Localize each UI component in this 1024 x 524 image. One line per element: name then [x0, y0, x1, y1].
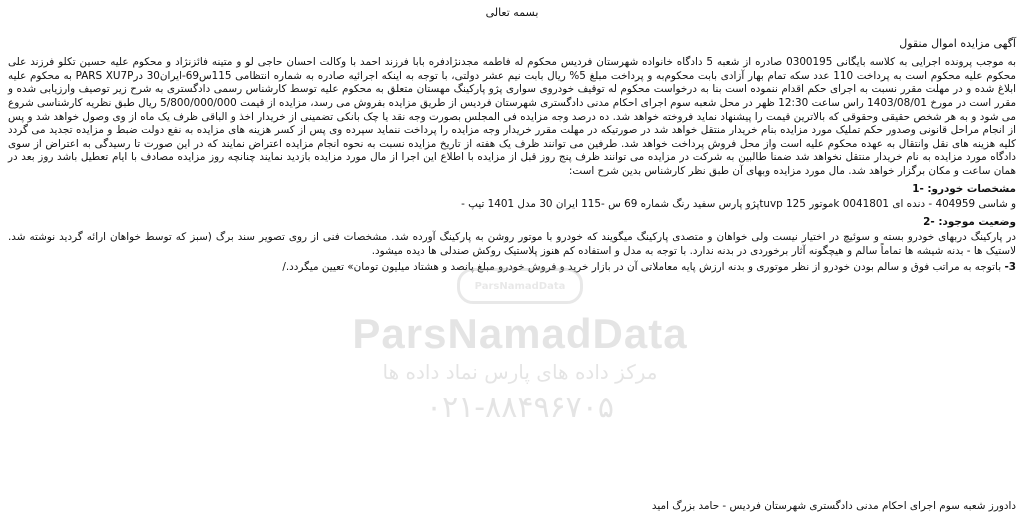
- section-text-current-status: در پارکینگ دربهای خودرو بسته و سوئیچ در اختیار نیست ولی خواهان و متصدی پارکینگ میگویند که خودرو با موتور روشن به پارکینگ آورده شد. مشخصات فنی از روی تصویر سند برگ (سبز که توسط خواهان ارائه گردید نوشته شد. لاستیک ها - بدنه شیشه ها تماماً سالم و هیچگونه آثار برخوردی در بدنه ندارد. با توجه به مدل و استفاده کم هنوز پلاستیک روکش صندلی ها دیده میشود.: [8, 231, 1016, 257]
- section-text-valuation: باتوجه به مراتب فوق و سالم بودن خودرو از نظر موتوری و بدنه ارزش پایه معاملاتی آن در بازار خرید و فروش خودرو مبلغ پانصد و هشتاد میلیون تومان» تعیین میگردد./: [282, 260, 1002, 273]
- section-heading-current-status: وضعیت موجود: -2: [923, 215, 1016, 228]
- watermark-logo: ParsNamadData: [457, 268, 583, 304]
- section-heading-valuation: 3-: [1004, 260, 1016, 273]
- watermark-name: ParsNamadData: [352, 310, 688, 357]
- document-header: بسمه تعالی: [485, 6, 539, 19]
- intro-paragraph: به موجب پرونده اجرایی به کلاسه بایگانی 0300195 صادره از شعبه 5 دادگاه خانواده شهرستان فردیس محکوم له فاطمه مجدنژادفره بابا فرزند احمد با وکالت احسان حاجی لو و متینه فائزنژاد و محکوم علیه حسین تکلو فرزند علی محکوم علیه محکوم است به پرداخت 110 عدد سکه تمام بهار آزادی بابت محکوم‌به و پرداخت مبلغ 5% ریال بابت نیم عشر دولتی، با توجه به اینکه اجرائیه صادره به شماره انتظامی 115س69-ایران30 درPARS XU7P به محکوم علیه ابلاغ شده و در مهلت مقرر نسبت به اجرای حکم اقدام ننموده است بنا به درخواست محکوم له توقیف خودروی سواری پژو پارکینگ مهستان متعلق به محکوم علیه توسط کارشناس رسمی دادگستری به شرح زیر توصیف وارزیابی شده و مقرر است در مورخ 1403/08/01 راس ساعت 12:30 ظهر در محل شعبه سوم اجرای احکام مدنی دادگستری شهرستان فردیس از طریق مزایده بفروش می رسد، مزایده از قیمت 5/800/000/000 ریال طبق نظریه کارشناسی شروع می شود و به هر شخص حقیقی وحقوقی که بالاترین قیمت را پیشنهاد نماید فروخته خواهد شد. ده درصد وجه مزایده فی المجلس بصورت وجه نقد یا چک بانکی تضمینی از خریدار اخذ و الباقی ظرف یک ماه از وی وصول خواهد شد و پس از انجام مراحل قانونی وصدور حکم تملیک مورد مزایده بنام خریدار منتقل خواهد شد در صورتیکه در مهلت مقرر خریدار وجه مزایده را پرداخت ننماید سپرده وی پس از کسر هزینه های مزایده به نفع دولت ضبط و مزایده تجدید می گردد کلیه هزینه های نقل وانتقال به عهده محکوم علیه است واز محل فروش پرداخت خواهد شد. طرفین می توانند ظرف یک هفته از تاریخ مزایده نسبت به نحوه انجام مزایده اعتراض نمایند که در این صورت تا رسیدگی به اعتراض از سوی دادگاه مورد مزایده به نام خریدار منتقل نخواهد شد ضمنا طالبین به شرکت در مزایده می توانند ظرف پنج روز قبل از مزایده با اطلاع این اجرا از مال مورد مزایده بازدید نمایند چنانچه روز مزایده مصادف با ایام تعطیل باشد روز بعد در همان ساعت و مکان برگزار خواهد شد. مال مورد مزایده وبهای آن طبق نظر کارشناس بدین شرح است:: [8, 56, 1017, 177]
- watermark-phone: ۰۲۱-۸۸۴۹۶۷۰۵: [425, 390, 615, 425]
- signature-line: دادورز شعبه سوم اجرای احکام مدنی دادگستری شهرستان فردیس - حامد بزرگ امید: [651, 500, 1016, 513]
- document-title: آگهی مزایده اموال منقول: [899, 36, 1016, 50]
- watermark-subtitle: مرکز داده های پارس نماد داده ها: [382, 360, 658, 384]
- document-page: [8, 6, 1016, 518]
- section-heading-vehicle-specs: مشخصات خودرو: -1: [912, 182, 1016, 195]
- section-text-vehicle-specs: و شاسی 404959 - دنده ای 0041801 kموتور 125 tuvpپژو پارس سفید رنگ شماره 69 س -115 ایران 30 مدل 1401 تیپ -: [461, 198, 1016, 211]
